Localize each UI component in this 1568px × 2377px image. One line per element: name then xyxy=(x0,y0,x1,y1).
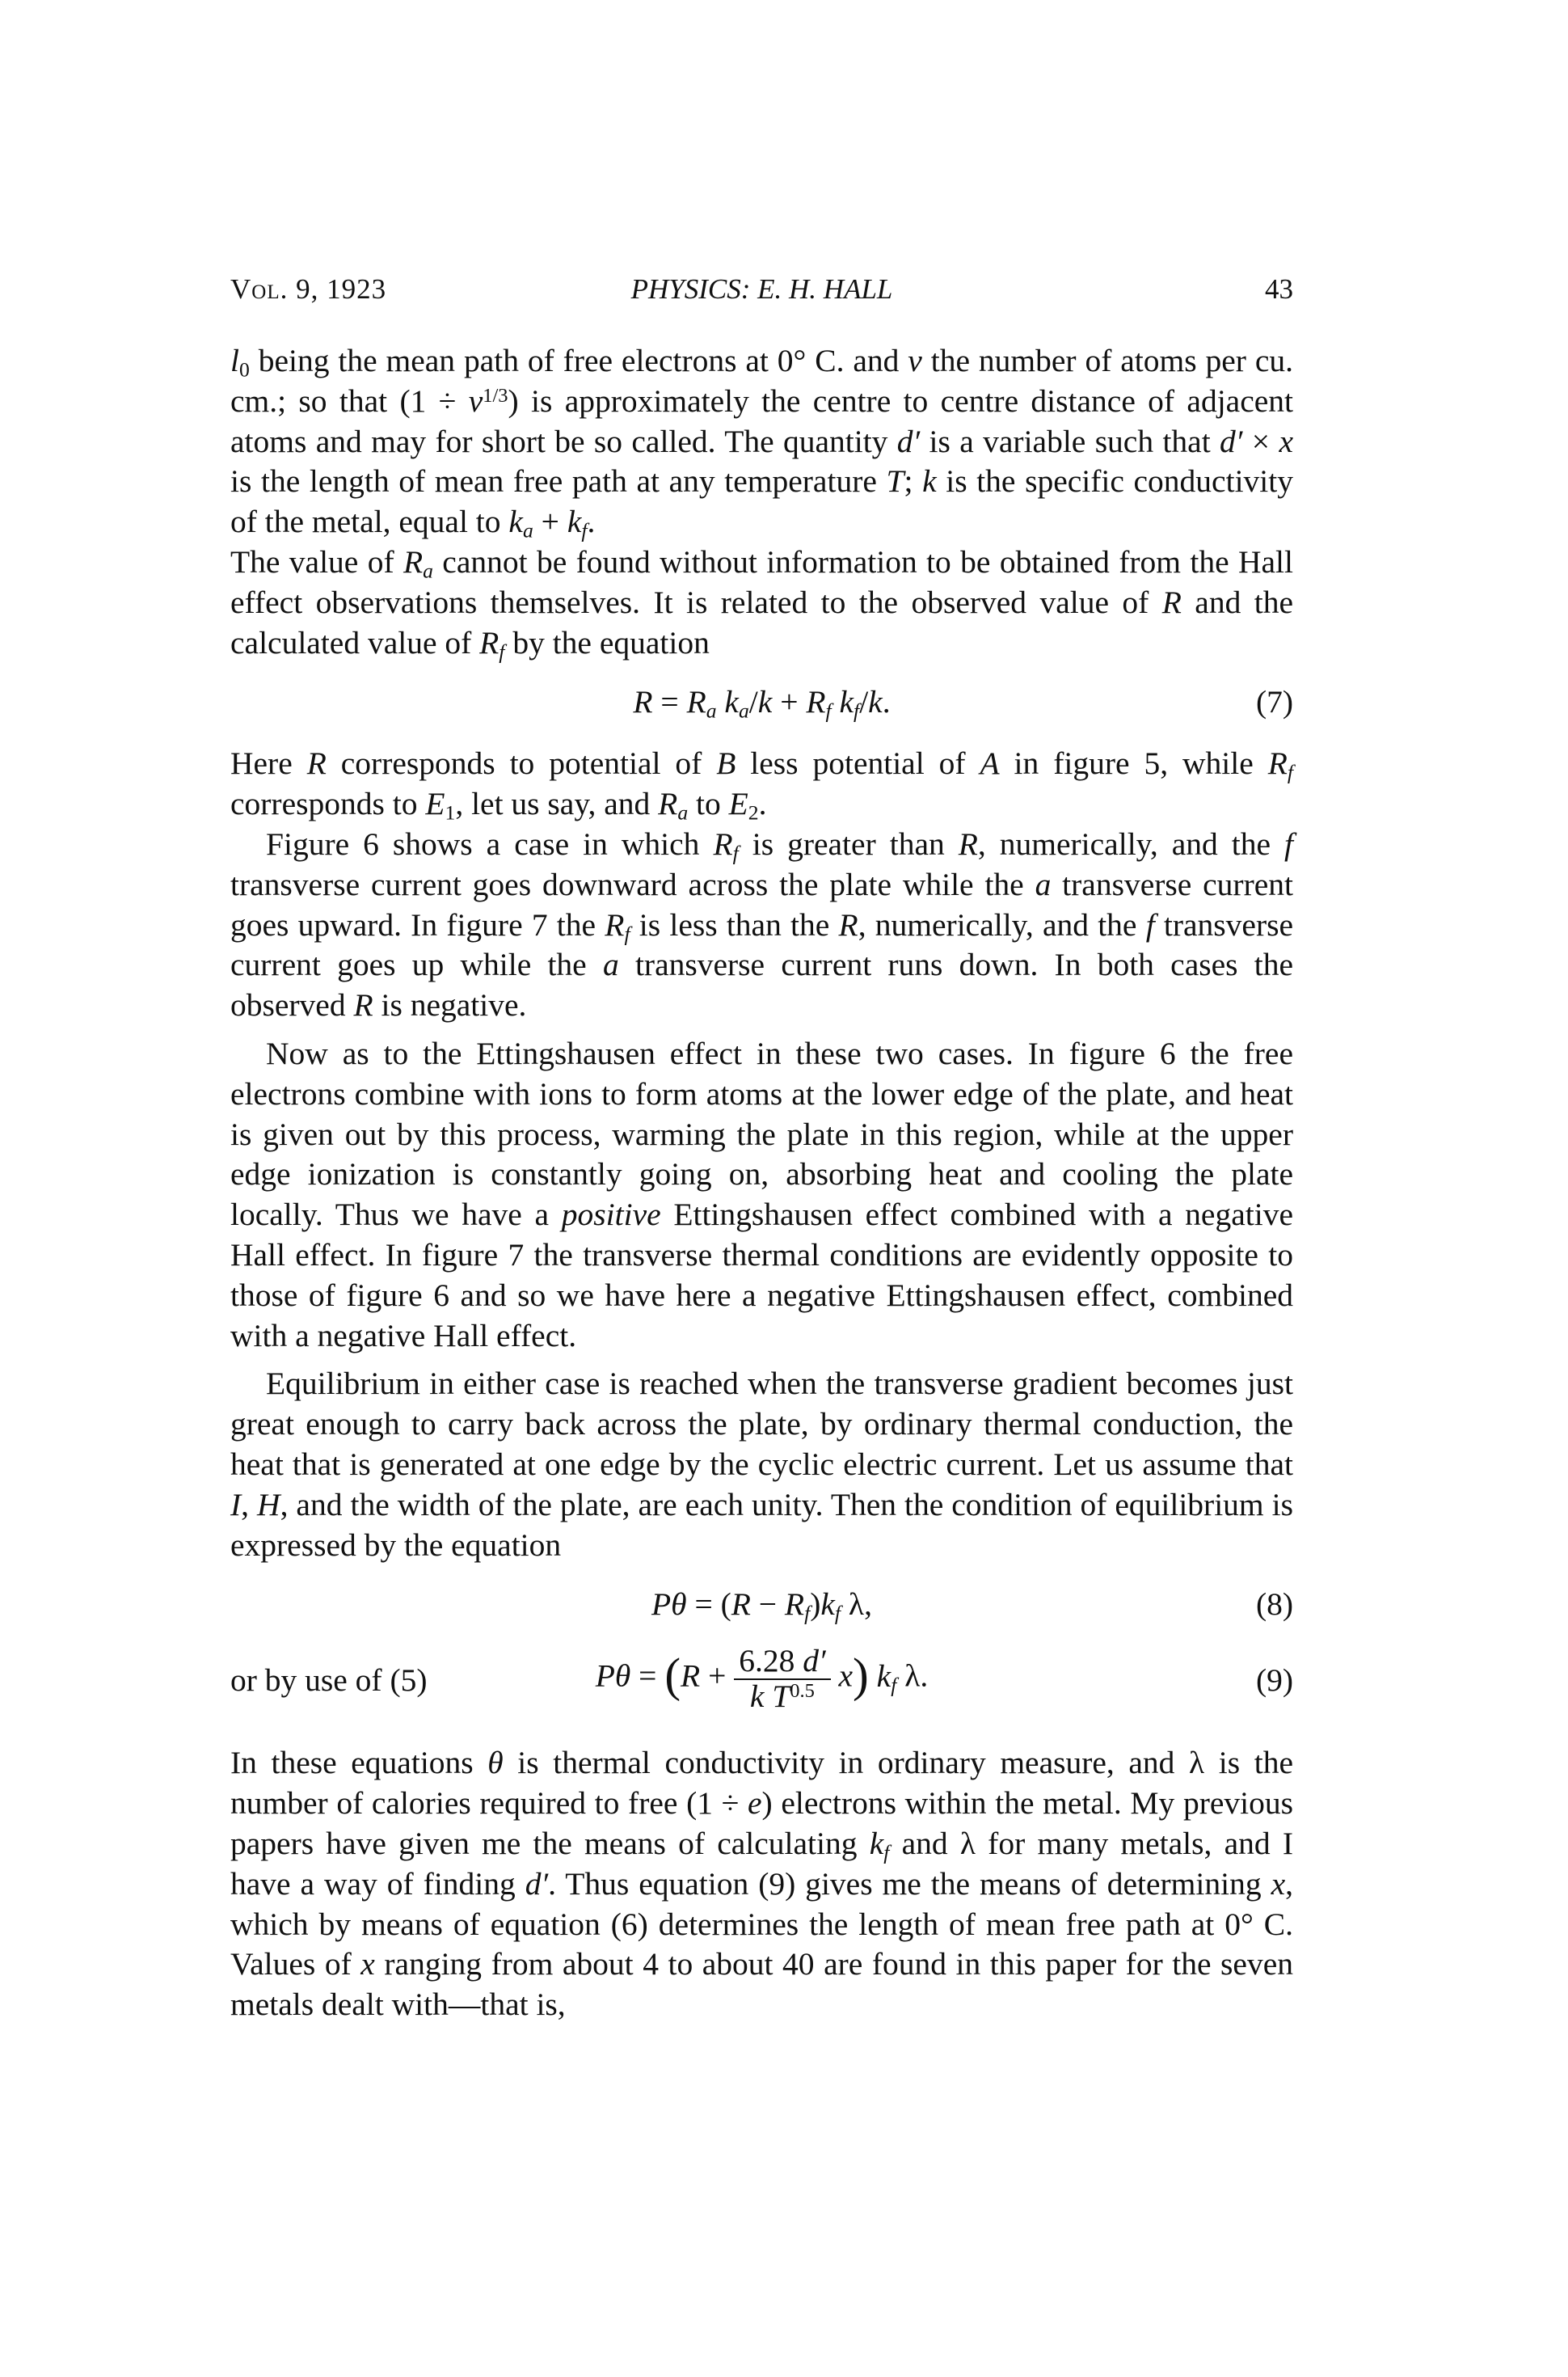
running-title: PHYSICS: E. H. HALL xyxy=(630,273,893,305)
paragraph-ra-value: The value of $R_a$ cannot be found without information to be obtained from the Hall effect observations themselves. It is related to the observed value of R and the calculated value of $R_f$ by the equation xyxy=(230,543,1293,663)
volume-label: Vol. 9, 1923 xyxy=(230,273,387,305)
paragraph-figure-6: Figure 6 shows a case in which $R_f$ is greater than R, numerically, and the f transverse current goes downward across the plate while the a transverse current goes upward. In figure 7 the $R_f$ is less than the R, numerically, and the f transverse current goes up while the a transverse current runs down. In both cases the observed R is negative. xyxy=(230,825,1294,1024)
article-body xyxy=(230,341,1293,2025)
page-number: 43 xyxy=(1265,273,1293,305)
equation-9: or by use of (5) Pθ = (R + $\frac{6.28 d'}{k T^{0.5}}$ x) $k_f$ λ. (9) xyxy=(230,1643,1293,1714)
equation-number: (9) xyxy=(1255,1662,1293,1699)
paragraph-conclusion: In these equations θ is thermal conductivity in ordinary measure, and λ is the number of calories required to free (1 ÷ e) electrons within the metal. My previous papers have given me the means of calculating $k_f$ and λ for many metals, and I have a way of finding d′. Thus equation (9) gives me the means of determining x, which by means of equation (6) determines the length of mean free path at 0° C. Values of x ranging from about 4 to about 40 are found in this paper for the seven metals dealt with—that is, xyxy=(230,1745,1294,2023)
page-header xyxy=(230,273,1293,314)
equation-8: $P\theta = (R - R_f)k_f$ λ, (8) xyxy=(651,1586,1293,1625)
paragraph-figure-5: Here R corresponds to potential of B less potential of A in figure 5, while $R_f$ corresponds to $E_1$, let us say, and $R_a$ to $E_2$. xyxy=(230,745,1293,825)
equation-lead-text: or by use of (5) xyxy=(230,1662,428,1699)
paragraph-equilibrium: Equilibrium in either case is reached when the transverse gradient becomes just great enough to carry back across the plate, by ordinary thermal conduction, the heat that is generated at one edge by the cyclic electric current. Let us assume that I, H, and the width of the plate, are each unity. Then the condition of equilibrium is expressed by the equation xyxy=(230,1366,1293,1563)
equation-number: (8) xyxy=(1255,1586,1293,1623)
equation-number: (7) xyxy=(1255,684,1293,720)
equation-7: $R = R_a$ $k_a/k + R_f$ $k_f/k$. (7) xyxy=(633,684,1293,723)
paragraph-ettingshausen: Now as to the Ettingshausen effect in these two cases. In figure 6 the free electrons combine with ions to form atoms at the lower edge of the plate, and heat is given out by this process, warming the plate in this region, while at the upper edge ionization is constantly going on, absorbing heat and cooling the plate locally. Thus we have a positive Ettingshausen effect combined with a negative Hall effect. In figure 7 the transverse thermal conditions are evidently opposite to those of figure 6 and so we have here a negative Ettingshausen effect, combined with a negative Hall effect. xyxy=(230,1035,1293,1353)
paragraph-definitions: $l_0$ being the mean path of free electrons at 0° C. and ν the number of atoms per cu. cm.; so that $(1 \div \nu^{1/3})$ is approximately the centre to centre distance of adjacent atoms and may for short be so called. The quantity d′ is a variable such that d′ × x is the length of mean free path at any temperature T; k is the specific conductivity of the metal, equal to $k_a + k_f$. xyxy=(230,343,1293,543)
